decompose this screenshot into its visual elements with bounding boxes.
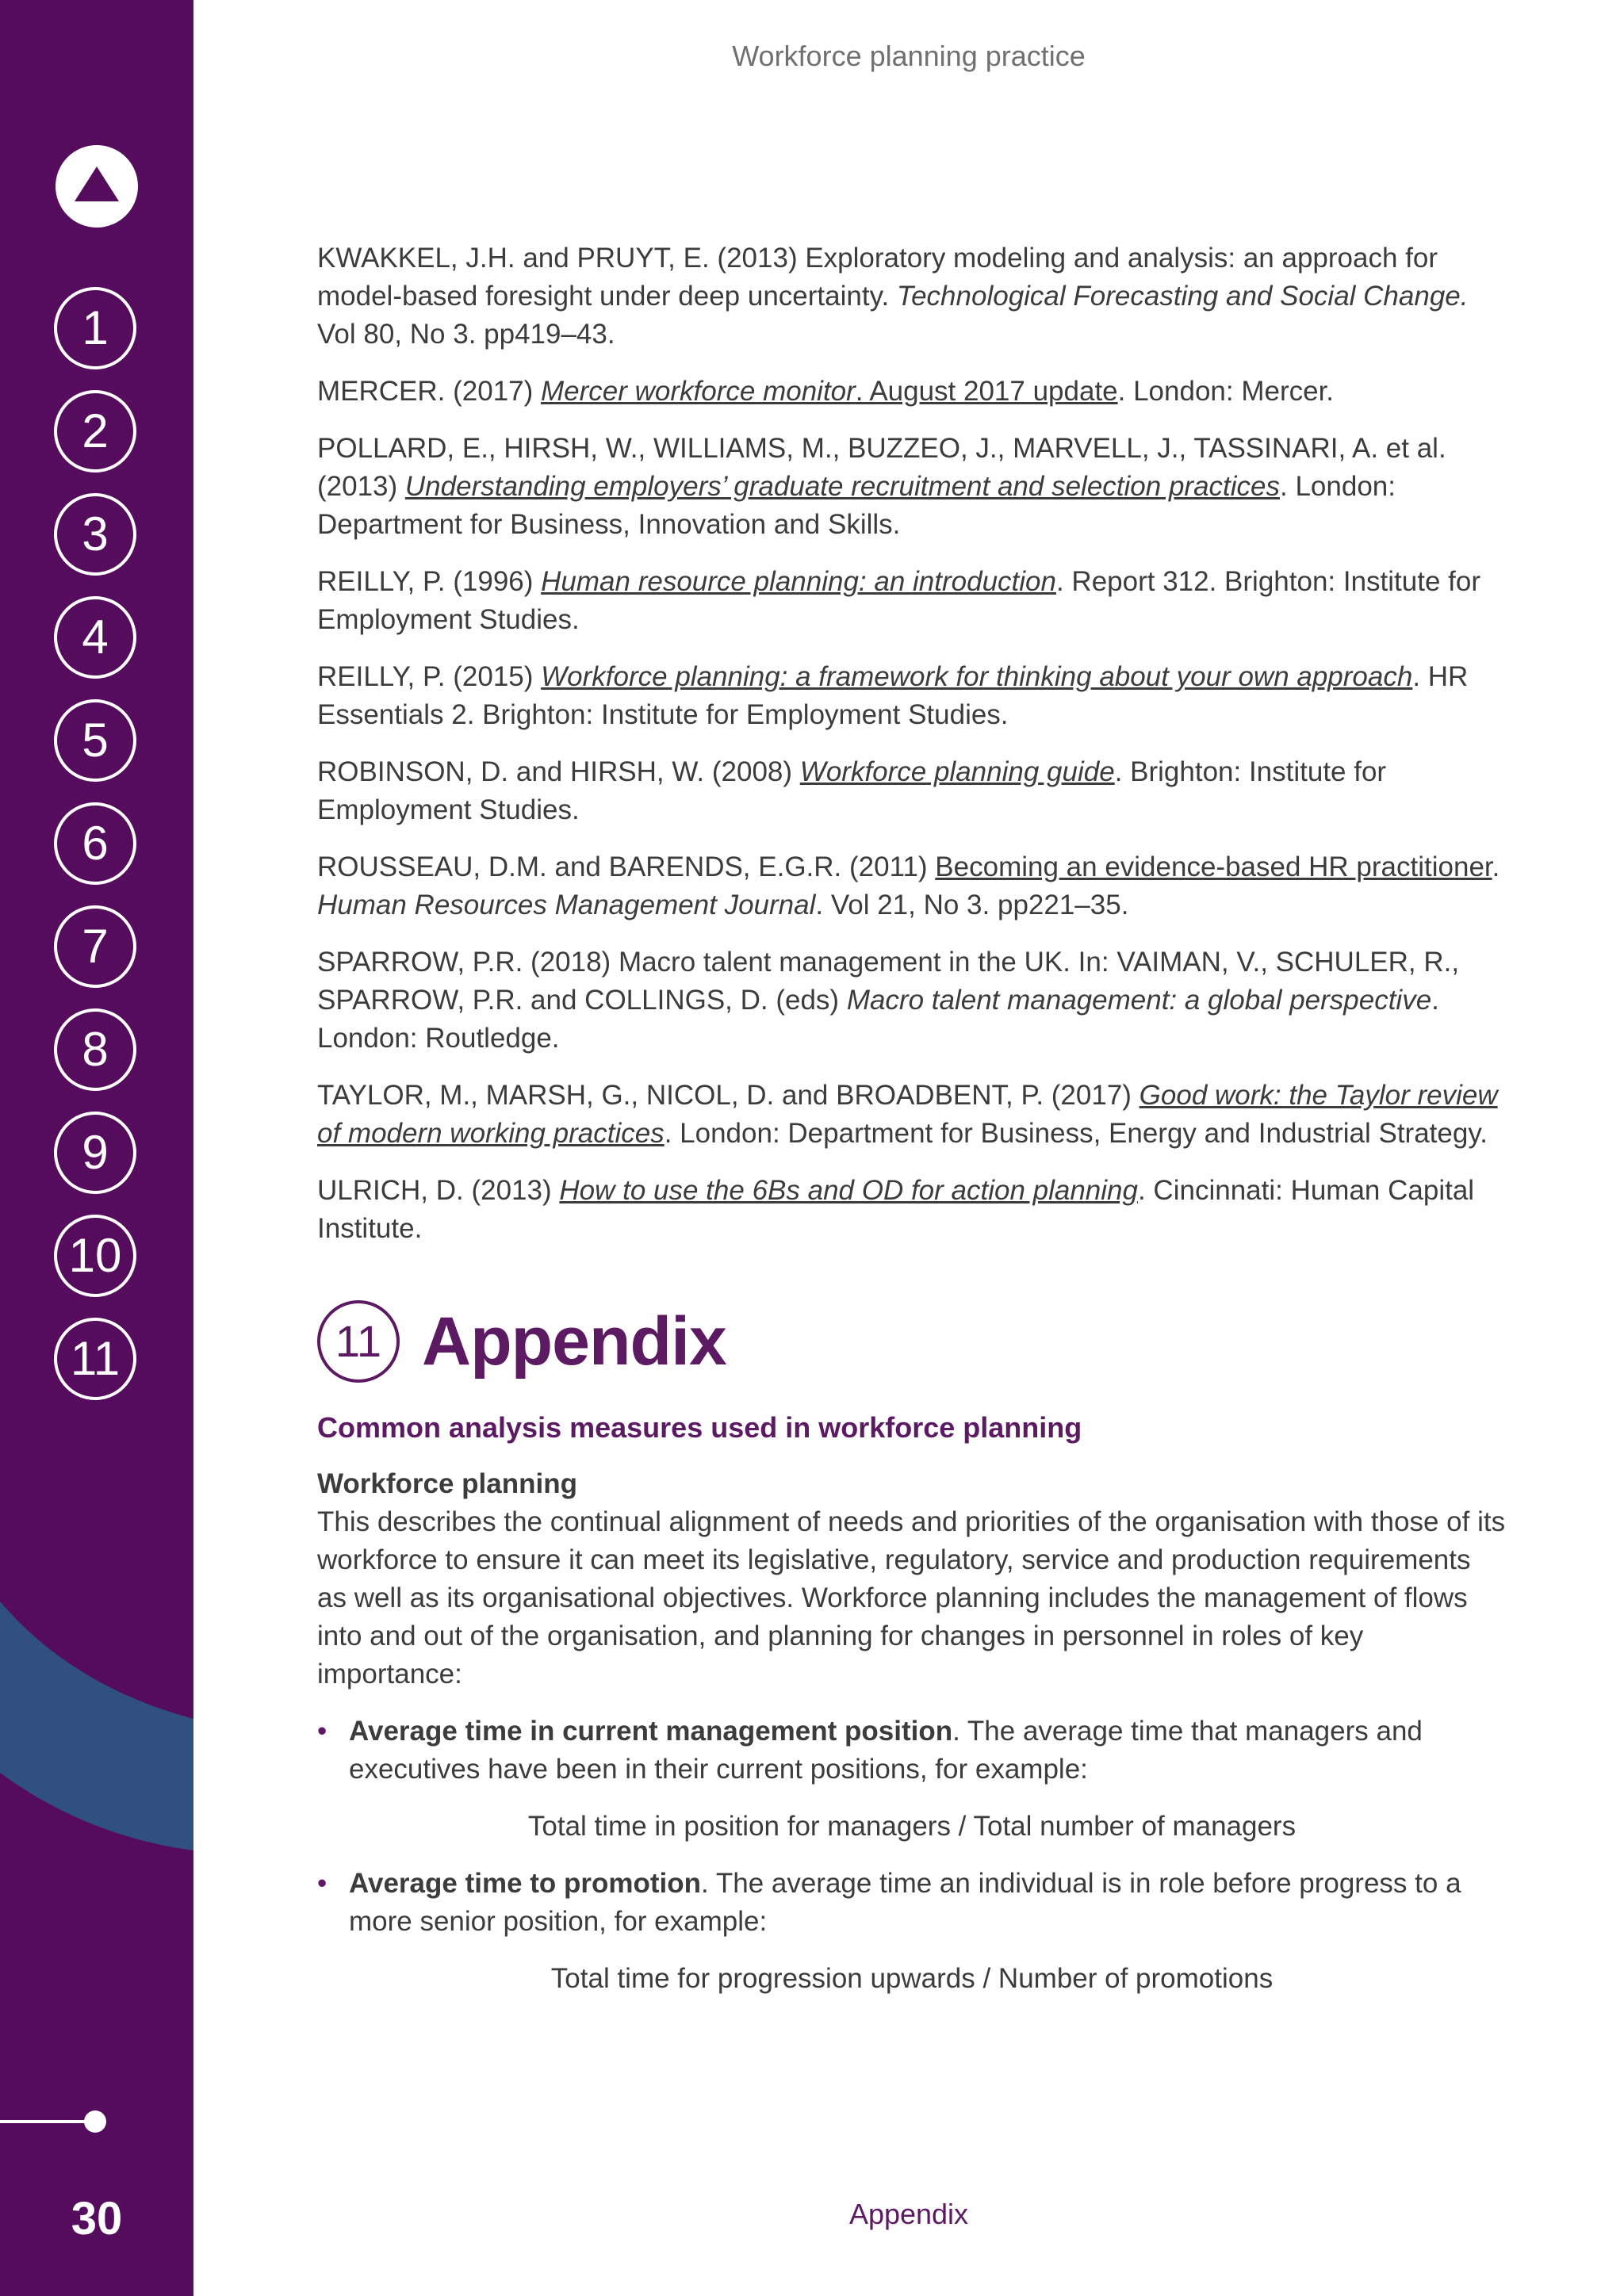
nav-item-7[interactable]: 7: [54, 905, 136, 988]
nav-item-11[interactable]: 11: [54, 1318, 136, 1400]
reference-item: SPARROW, P.R. (2018) Macro talent management in the UK. In: VAIMAN, V., SCHULER, R., SPARROW, P.R. and COLLINGS, D. (eds) Macro talent management: a global perspective. London: Routledge.: [317, 947, 1460, 1054]
reference-link[interactable]: Mercer workforce monitor: [541, 376, 856, 407]
page-title: Appendix: [422, 1303, 726, 1380]
home-button[interactable]: [56, 145, 138, 228]
subsection-title: Workforce planning: [317, 1468, 577, 1499]
list-item: • Average time to promotion. The average time an individual is in role before progress to a more senior position, for example:: [317, 1865, 1507, 1941]
running-header: Workforce planning practice: [732, 40, 1086, 72]
reference-link[interactable]: How to use the 6Bs and OD for action planning: [559, 1175, 1138, 1206]
nav-item-4[interactable]: 4: [54, 596, 136, 679]
nav-item-10[interactable]: 10: [54, 1215, 136, 1297]
reference-link[interactable]: Becoming an evidence-based HR practitioner: [935, 851, 1492, 882]
nav-item-2[interactable]: 2: [54, 390, 136, 473]
reference-item: ROBINSON, D. and HIRSH, W. (2008) Workforce planning guide. Brighton: Institute for Employment Studies.: [317, 756, 1387, 825]
reference-item: REILLY, P. (1996) Human resource planning: an introduction. Report 312. Brighton: Institute for Employment Studies.: [317, 566, 1480, 635]
nav-item-6[interactable]: 6: [54, 802, 136, 885]
progress-marker: [84, 2110, 106, 2133]
nav-item-9[interactable]: 9: [54, 1112, 136, 1194]
running-footer: Appendix: [848, 2198, 969, 2230]
progress-track: [0, 2120, 95, 2123]
reference-item: ULRICH, D. (2013) How to use the 6Bs and OD for action planning. Cincinnati: Human Capital Institute.: [317, 1175, 1475, 1244]
reference-item: KWAKKEL, J.H. and PRUYT, E. (2013) Exploratory modeling and analysis: an approach for model-based foresight under deep uncertainty. Technological Forecasting and Social Change. Vol 80, No 3. pp419–43.: [317, 243, 1469, 350]
formula: Total time for progression upwards / Number of promotions: [550, 1963, 1274, 1994]
page-number: 30: [71, 2193, 123, 2244]
reference-link[interactable]: Human resource planning: an introduction: [541, 566, 1056, 597]
reference-item: TAYLOR, M., MARSH, G., NICOL, D. and BROADBENT, P. (2017) Good work: the Taylor review of modern working practices. London: Department for Business, Energy and Industrial Strategy.: [317, 1080, 1498, 1149]
reference-link[interactable]: Good work: the Taylor review of modern working practices: [317, 1080, 1498, 1149]
reference-item: ROUSSEAU, D.M. and BARENDS, E.G.R. (2011) Becoming an evidence-based HR practitioner. Human Resources Management Journal. Vol 21, No 3. pp221–35.: [317, 851, 1500, 920]
up-arrow-icon: [75, 166, 119, 201]
nav-item-3[interactable]: 3: [54, 493, 136, 576]
reference-item: POLLARD, E., HIRSH, W., WILLIAMS, M., BUZZEO, J., MARVELL, J., TASSINARI, A. et al. (2013) Understanding employers’ graduate recruitment and selection practices. London: Department for Business, Innovation and Skills.: [317, 433, 1446, 540]
reference-item: REILLY, P. (2015) Workforce planning: a framework for thinking about your own approach. HR Essentials 2. Brighton: Institute for Employment Studies.: [317, 661, 1469, 730]
reference-link[interactable]: Workforce planning: a framework for thinking about your own approach: [541, 661, 1413, 692]
section-number-badge: 11: [317, 1300, 400, 1383]
sidebar-nav: [0, 0, 193, 2296]
list-item: • Average time in current management position. The average time that managers and executives have been in their current positions, for example:: [317, 1712, 1507, 1789]
nav-item-1[interactable]: 1: [54, 287, 136, 369]
main-content: [317, 239, 1507, 2017]
reference-link[interactable]: . August 2017 update: [855, 376, 1118, 407]
nav-item-5[interactable]: 5: [54, 699, 136, 782]
body-paragraph: This describes the continual alignment of needs and priorities of the organisation with those of its workforce to ensure it can meet its legislative, regulatory, service and production requirements as well as its organisational objectives. Workforce planning includes the management of flows into and out of the organisation, and planning for changes in personnel in roles of key importance:: [317, 1506, 1506, 1689]
formula: Total time in position for managers / Total number of managers: [527, 1811, 1297, 1842]
reference-item: MERCER. (2017) Mercer workforce monitor. August 2017 update. London: Mercer.: [317, 376, 1335, 407]
reference-link[interactable]: Workforce planning guide: [799, 756, 1115, 787]
section-title: Common analysis measures used in workforce planning: [317, 1411, 1082, 1444]
reference-link[interactable]: Understanding employers’ graduate recruitment and selection practices: [404, 471, 1281, 502]
measures-list: [317, 1865, 1507, 1941]
nav-item-8[interactable]: 8: [54, 1008, 136, 1091]
appendix-heading: [317, 1300, 1507, 1383]
measures-list: [317, 1712, 1507, 1789]
